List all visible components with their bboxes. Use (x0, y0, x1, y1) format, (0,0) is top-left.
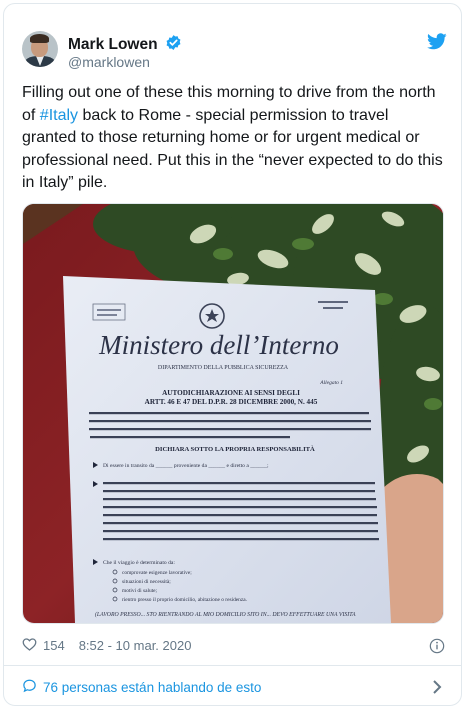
document-allegato: Allegato 1 (320, 380, 343, 386)
document-declaration: DICHIARA SOTTO LA PROPRIA RESPONSABILITÀ (155, 446, 315, 453)
heart-icon[interactable] (22, 637, 37, 654)
hashtag-link[interactable]: #Italy (39, 106, 79, 124)
document-ministry: Ministero dell’Interno (99, 330, 339, 360)
author-name-row[interactable] (68, 34, 182, 56)
document-option-4: rientro presso il proprio domicilio, abitazione o residenza. (122, 597, 247, 603)
document-option-2: situazioni di necessità; (122, 579, 171, 585)
tweet-text-part: back to Rome - special permission to travel granted to those returning home or for urgent medical or professional need. Put this in the “never expected to do this in Italy” pile. (22, 106, 443, 191)
tweet-photo[interactable] (22, 203, 444, 624)
chevron-right-icon[interactable] (432, 679, 442, 698)
document-department: DIPARTIMENTO DELLA PUBBLICA SICUREZZA (157, 365, 289, 371)
conversation-link[interactable] (22, 673, 444, 701)
document-heading-2: ARTT. 46 E 47 DEL D.P.R. 28 DICEMBRE 2000, N. 445 (144, 398, 318, 406)
twitter-bird-icon[interactable] (427, 33, 447, 55)
speech-bubble-icon (22, 678, 37, 696)
verified-badge-icon (165, 34, 182, 56)
tweet-meta (22, 637, 191, 654)
document-option-1: comprovate esigenze lavorative; (122, 570, 192, 576)
tweet-card (3, 3, 462, 706)
author-name[interactable]: Mark Lowen (68, 36, 158, 53)
document-item-1: Di essere in transito da ______ proveniente da ______ e diretto a ______; (103, 463, 269, 469)
tweet-text-part: Filling out one of these this morning to drive from the north of (22, 84, 436, 124)
divider (4, 665, 461, 666)
author-handle[interactable]: @marklowen (68, 54, 150, 70)
info-icon[interactable] (429, 638, 445, 659)
document-heading-1: AUTODICHIARAZIONE AI SENSI DEGLI (162, 389, 300, 397)
tweet-timestamp[interactable]: 8:52 - 10 mar. 2020 (78, 638, 192, 653)
document-item-3: Che il viaggio è determinato da: (103, 560, 175, 566)
conversation-text[interactable]: 76 personas están hablando de esto (43, 679, 262, 695)
like-count[interactable]: 154 (43, 638, 65, 653)
document-option-3: motivi di salute; (122, 588, 158, 594)
avatar[interactable] (22, 31, 58, 67)
document-handwriting: (LAVORO PRESSO... STO RIENTRANDO AL MIO DOMICILIO SITO IN... DEVO EFFETTUARE UNA VISITA (95, 612, 356, 618)
tweet-text (22, 82, 447, 195)
